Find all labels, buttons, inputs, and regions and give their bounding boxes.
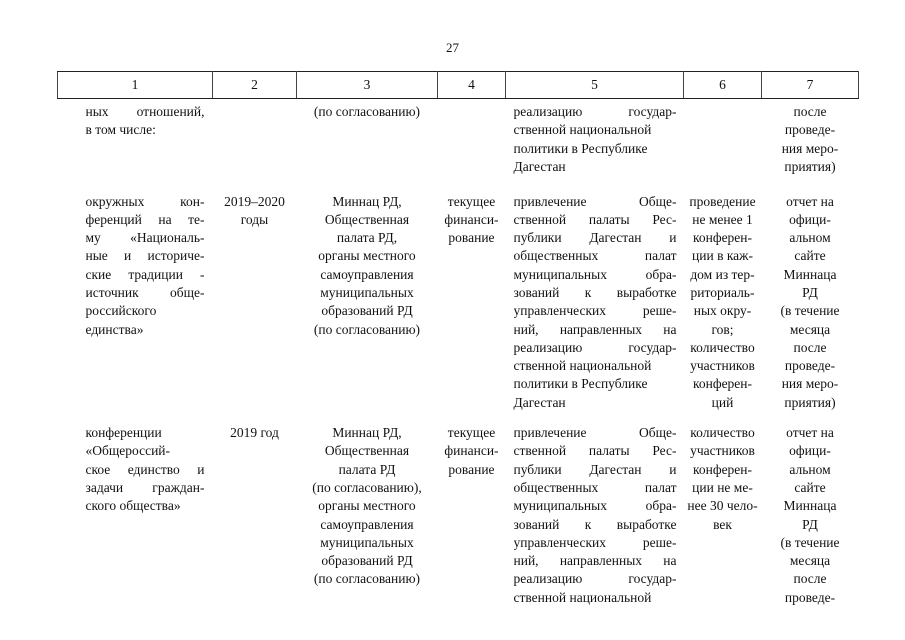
cell-line: (в течение — [780, 534, 840, 550]
cell-responsible — [297, 412, 438, 612]
cell-line: (по согласованию), — [312, 479, 422, 495]
cell-line: Миннаца — [783, 498, 837, 514]
cell-line: финанси- — [444, 211, 499, 227]
cell-line: конференции — [85, 425, 162, 441]
cell-line: сайте — [794, 248, 826, 264]
cell-line: ния меро- — [781, 376, 839, 392]
cell-line: политики в Республике — [513, 140, 648, 156]
cell-line: политики в Республике — [513, 376, 648, 392]
cell-responsible — [297, 179, 438, 413]
cell-reporting — [762, 179, 859, 413]
cell-event-name — [58, 179, 213, 413]
cell-indicator — [684, 99, 762, 179]
cell-line: приятия) — [784, 394, 836, 410]
cell-line: муниципальных — [320, 284, 414, 300]
cell-line: офици- — [789, 211, 831, 227]
cell-line: количество — [690, 339, 755, 355]
cell-line: проведе- — [784, 122, 836, 138]
cell-line: окружных кон- — [85, 193, 205, 209]
cell-line: 2019 год — [230, 425, 279, 441]
cell-line: зований к выработке — [513, 516, 677, 532]
cell-line: российского — [85, 303, 157, 319]
cell-line: ское единство и — [85, 461, 205, 477]
cell-line: ственной палаты Рес- — [513, 443, 677, 459]
table-body — [58, 99, 859, 613]
cell-line: отчет на — [786, 193, 834, 209]
cell-line: нее 30 чело- — [687, 498, 758, 514]
cell-line: ские традиции - — [85, 266, 205, 282]
cell-line: Миннаца — [783, 266, 837, 282]
column-header-1: 1 — [58, 72, 213, 99]
cell-line: Дагестан — [513, 394, 566, 410]
cell-line: образований РД — [321, 553, 413, 569]
cell-line: палата РД, — [336, 230, 398, 246]
cell-line: привлечение Обще- — [513, 193, 677, 209]
cell-funding — [438, 179, 506, 413]
cell-line: ственной палаты Рес- — [513, 211, 677, 227]
cell-funding — [438, 99, 506, 179]
cell-line: муниципальных обра- — [513, 498, 677, 514]
cell-line: конферен- — [692, 230, 753, 246]
cell-line: ственной национальной — [513, 122, 652, 138]
table-row — [58, 179, 859, 413]
cell-line: зований к выработке — [513, 284, 677, 300]
cell-line: (по согласованию) — [313, 104, 421, 119]
cell-line: альном — [789, 461, 831, 477]
cell-line: Дагестан — [513, 158, 566, 174]
cell-line: проведе- — [784, 589, 836, 605]
cell-line: финанси- — [444, 443, 499, 459]
cell-line: самоуправления — [320, 266, 414, 282]
cell-event-name — [58, 99, 213, 179]
column-header-4: 4 — [438, 72, 506, 99]
cell-responsible — [297, 99, 438, 179]
cell-line: задачи граждан- — [85, 479, 205, 495]
cell-period — [213, 412, 297, 612]
cell-line: общественных палат — [513, 479, 677, 495]
cell-funding — [438, 412, 506, 612]
cell-line: не менее 1 — [692, 211, 753, 227]
cell-line: муниципальных — [320, 534, 414, 550]
cell-expected-result — [506, 412, 684, 612]
cell-line: Миннац РД, — [332, 425, 402, 441]
cell-line: ний, направленных на — [513, 553, 677, 569]
cell-reporting — [762, 99, 859, 179]
cell-line: месяца — [789, 553, 831, 569]
cell-line: привлечение Обще- — [513, 425, 677, 441]
cell-line: ния меро- — [781, 140, 839, 156]
cell-line: после — [793, 339, 827, 355]
cell-line: месяца — [789, 321, 831, 337]
cell-indicator — [684, 179, 762, 413]
column-number-row — [58, 72, 859, 99]
cell-line: сайте — [794, 479, 826, 495]
table-row — [58, 412, 859, 612]
cell-line: общественных палат — [513, 248, 677, 264]
cell-line: отчет на — [786, 425, 834, 441]
cell-line: ференций на те- — [85, 211, 205, 227]
cell-reporting — [762, 412, 859, 612]
cell-line: конферен- — [692, 461, 753, 477]
cell-line: Миннац РД, — [332, 193, 402, 209]
cell-line: РД — [802, 284, 818, 300]
cell-line: (по согласованию) — [313, 321, 421, 337]
cell-line: приятия) — [784, 158, 836, 174]
cell-line: проведение — [689, 193, 756, 209]
cell-line: 2019–2020 — [224, 193, 285, 209]
cell-line: образований РД — [321, 303, 413, 319]
cell-line: самоуправления — [320, 516, 414, 532]
cell-line: ций — [711, 394, 734, 410]
cell-line: органы местного — [318, 248, 416, 264]
cell-line: участников — [690, 443, 755, 459]
column-header-6: 6 — [684, 72, 762, 99]
cell-line: «Общероссий- — [85, 443, 171, 459]
column-header-3: 3 — [297, 72, 438, 99]
cell-line: Общественная — [324, 443, 410, 459]
cell-line: единства» — [85, 321, 144, 337]
cell-line: ных отношений, — [85, 104, 205, 119]
cell-line: конферен- — [692, 376, 753, 392]
cell-line: текущее — [447, 193, 496, 209]
cell-period — [213, 99, 297, 179]
column-header-2: 2 — [213, 72, 297, 99]
cell-line: ний, направленных на — [513, 321, 677, 337]
cell-line: органы местного — [318, 498, 416, 514]
cell-event-name — [58, 412, 213, 612]
cell-expected-result — [506, 99, 684, 179]
cell-line: реализацию государ- — [513, 571, 677, 587]
cell-line: дом из тер- — [690, 266, 755, 282]
cell-line: публики Дагестан и — [513, 461, 677, 477]
cell-line: офици- — [789, 443, 831, 459]
cell-expected-result — [506, 179, 684, 413]
cell-line: текущее — [447, 425, 496, 441]
cell-line: публики Дагестан и — [513, 230, 677, 246]
cell-line: количество — [690, 425, 755, 441]
cell-line: ции не ме- — [692, 479, 753, 495]
cell-line: гов; — [711, 321, 734, 337]
cell-line: ственной национальной — [513, 589, 652, 605]
cell-line: (в течение — [780, 303, 840, 319]
cell-period — [213, 179, 297, 413]
cell-line: проведе- — [784, 358, 836, 374]
page-number: 27 — [446, 40, 459, 55]
cell-indicator — [684, 412, 762, 612]
cell-line: после — [793, 571, 827, 587]
cell-line: РД — [802, 516, 818, 532]
cell-line: годы — [240, 211, 269, 227]
table-row — [58, 99, 859, 179]
cell-line: после — [793, 104, 827, 119]
cell-line: ные и историче- — [85, 248, 205, 264]
cell-line: ственной национальной — [513, 358, 652, 374]
column-header-7: 7 — [762, 72, 859, 99]
cell-line: участников — [690, 358, 755, 374]
cell-line: ции в каж- — [692, 248, 753, 264]
cell-line: палата РД — [338, 461, 396, 477]
cell-line: му «Националь- — [85, 230, 205, 246]
column-header-5: 5 — [506, 72, 684, 99]
cell-line: реализацию государ- — [513, 104, 677, 119]
cell-line: Общественная — [324, 211, 410, 227]
cell-line: управленческих реше- — [513, 303, 677, 319]
cell-line: управленческих реше- — [513, 534, 677, 550]
cell-line: источник обще- — [85, 284, 205, 300]
cell-line: риториаль- — [690, 284, 755, 300]
cell-line: альном — [789, 230, 831, 246]
cell-line: рование — [448, 230, 495, 246]
plan-table — [57, 71, 859, 612]
cell-line: реализацию государ- — [513, 339, 677, 355]
cell-line: век — [713, 516, 732, 532]
cell-line: рование — [448, 461, 495, 477]
cell-line: муниципальных обра- — [513, 266, 677, 282]
cell-line: в том числе: — [85, 122, 156, 138]
cell-line: ных окру- — [693, 303, 752, 319]
cell-line: (по согласованию) — [313, 571, 421, 587]
cell-line: ского общества» — [85, 498, 181, 514]
